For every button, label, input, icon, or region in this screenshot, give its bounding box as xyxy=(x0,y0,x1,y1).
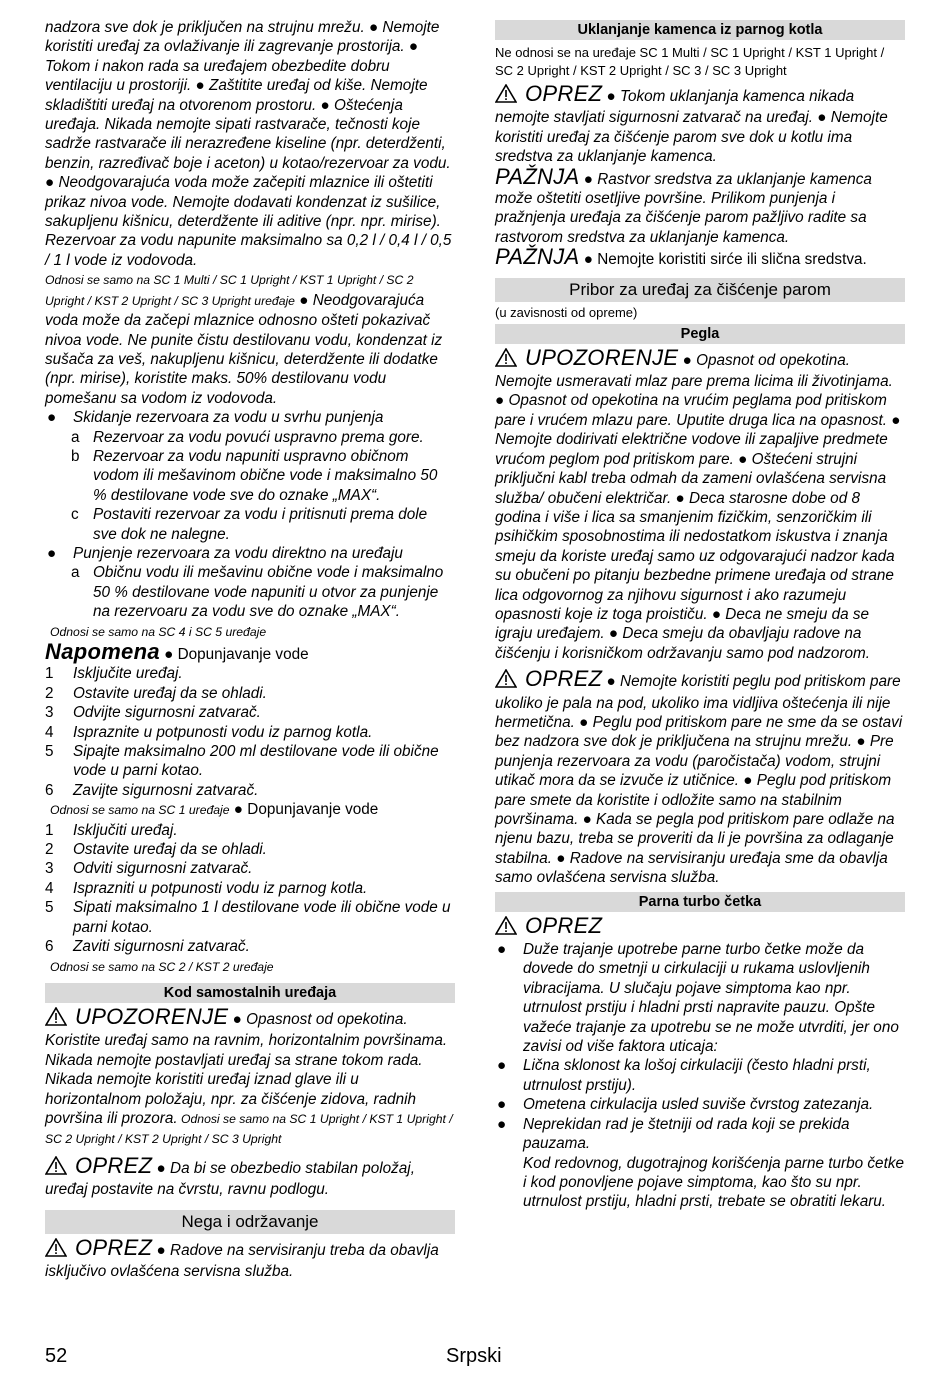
refill-steps-2 xyxy=(45,821,455,957)
caution-block: OPREZ ● Nemojte koristiti peglu pod pritiskom pare ukoliko je pala na pod, ukoliko ima vidljiva oštećenja ili nije hermetična. ● Peglu pod pritiskom pare ne sme da se ostavi bez nadzora sve dok je priključena na strujnu mrežu. ● Pre punjenja rezervoara za vodu (paročistača) vodom, strujni utikač mora da se izvuče iz utičnice. ● Peglu pod pritiskom pare smete da koristite i odložite samo na stabilnim površinama. ● Kada se pegla pod pritiskom pare odlaže na njenu bazu, treba se proveriti da li je površina za odlaganje stabilna. ● Radove na servisiranju uređaja sme da obavlja samo ovlašćena servisna služba. xyxy=(495,666,903,887)
warning-triangle-icon xyxy=(495,669,517,693)
step-item: 2 Ostavite uređaj da se ohladi. xyxy=(45,684,267,702)
napomena-line: Napomena ● Dopunjavanje vode xyxy=(45,639,309,664)
warning-triangle-icon xyxy=(495,348,517,372)
left-column xyxy=(45,18,455,1281)
warning-triangle-icon xyxy=(45,1156,67,1180)
step-item: 3 Odviti sigurnosni zatvarač. xyxy=(45,860,253,878)
warning-triangle-icon xyxy=(45,1007,67,1031)
caution-heading: OPREZ xyxy=(495,916,905,940)
step-item: 4 Isprazniti u potpunosti vodu iz parnog kotla. xyxy=(45,879,368,897)
warning-triangle-icon xyxy=(45,1238,67,1262)
fill-substeps-1 xyxy=(45,428,455,544)
step-item: 2 Ostavite uređaj da se ohladi. xyxy=(45,841,267,859)
list-item: ● Ometena cirkulacija usled suviše čvrstog zatezanja. xyxy=(497,1096,874,1114)
step-item: 3 Odvijte sigurnosni zatvarač. xyxy=(45,704,261,722)
paragraph-safety: nadzora sve dok je priključen na strujnu mrežu. ● Nemojte koristiti uređaj za ovlaživanje ili zagrevanje prostorija. ● Tokom i nakon rada sa uređajem obezbedite dobru ventilaciju u prostoriji. ● Zaštitite uređaj od kiše. Nemojte skladištiti uređaj na otvorenom prostoru. ● Oštećenja uređaja. Nikada nemojte sipati rastvarače, tečnosti koje sadrže rastvarače ili nerazređene kiseline (npr. deterdženti, benzin, razređivač boje i aceton) u kotao/rezervoar za vodu. ● Neodgovarajuća voda može začepiti mlaznice ili oštetiti prikaz nivoa vode. Nemojte dodavati kondenzat iz sušilice, sakupljenu kišnicu, deterdžente ili aditive (npr. npr. mirise). Rezervoar za vodu napunite maksimalno sa 0,2 l / 0,4 l / 0,5 / 1 l vode iz vodovoda. xyxy=(45,19,452,269)
scope-note: Ne odnosi se na uređaje SC 1 Multi / SC 1 Upright / KST 1 Upright / SC 2 Upright / KST 2 Upright / SC 3 / SC 3 Upright xyxy=(495,45,885,78)
napomena-label: Napomena xyxy=(45,639,160,664)
caution-block: OPREZ ● Radove na servisiranju treba da obavlja isključivo ovlašćena servisna služba. xyxy=(45,1234,439,1280)
attention-block: PAŽNJA ● Rastvor sredstva za uklanjanje kamenca može oštetiti osetljive površine. Prilikom punjenja i pražnjenja uređaja za čišćenje parom pažljivo radite sa rastvorom sredstva za uklanjanje kamenca. xyxy=(495,163,872,246)
section-header: Pegla xyxy=(495,324,905,344)
section-header: Pribor za uređaj za čišćenje parom xyxy=(495,278,905,302)
refill-steps-1 xyxy=(45,664,455,800)
step-item: 1 Isključite uređaj. xyxy=(45,665,183,683)
caution-block: OPREZ ● Tokom uklanjanja kamenca nikada nemojte stavljati sigurnosni zatvarač na uređaj. ● Nemojte koristiti uređaj za čišćenje parom sve dok u kotlu ima sredstva za uklanjanje kamenca. xyxy=(495,81,888,166)
section-header: Kod samostalnih uređaja xyxy=(45,983,455,1003)
warning-block: UPOZORENJE ● Opasnost od opekotina. Koristite uređaj samo na ravnim, horizontalnim površinama. Nikada nemojte postavljati uređaj sa strane tokom rada. Nikada nemojte koristiti uređaj iznad glave ili u horizontalnom položaju, npr. za čišćenje zidova, radnih površina ili prozora. Odnosi se samo na SC 1 Upright / KST 1 Upright / SC 2 Upright / KST 2 Upright / SC 3 Upright xyxy=(45,1003,453,1147)
closing-paragraph: Kod redovnog, dugotrajnog korišćenja parne turbo četke i kod ponovljene pojave simptoma, kao što su npr. utrnulost prstiju, hladni prsti, trebate se obratiti lekaru. xyxy=(523,1154,904,1211)
list-item: ● Lična sklonost ka lošoj cirkulaciji (često hladni prsti, utrnulost prstiju). xyxy=(497,1057,871,1094)
list-item: c Postaviti rezervoar za vodu i pritisnuti prema dole sve dok ne nalegne. xyxy=(71,506,428,543)
section-header: Uklanjanje kamenca iz parnog kotla xyxy=(495,20,905,40)
step-item: 4 Ispraznite u potpunosti vodu iz parnog kotla. xyxy=(45,723,373,741)
right-column xyxy=(495,20,905,1212)
list-item: ● Neprekidan rad je štetniji od rada koji se prekida pauzama. xyxy=(497,1115,850,1153)
step-item: 6 Zavijte sigurnosni zatvarač. xyxy=(45,781,259,799)
section-header: Nega i održavanje xyxy=(45,1210,455,1234)
step-item: 6 Zaviti sigurnosni zatvarač. xyxy=(45,938,250,956)
list-item: a Rezervoar za vodu povući uspravno prema gore. xyxy=(71,428,424,446)
attention-block: PAŽNJA ● Nemojte koristiti sirće ili slična sredstva. xyxy=(495,244,867,270)
scope-line: Odnosi se samo na SC 1 uređaje ● Dopunjavanje vode xyxy=(50,801,379,819)
list-item: b Rezervoar za vodu napuniti uspravno običnom vodom ili mešavinom obične vode i maksimalno 50 % destilovane vode sve do oznake „MAX“. xyxy=(71,447,438,504)
scope-note: Odnosi se samo na SC 1 Multi / SC 1 Upright / KST 1 Upright / SC 2 Upright / KST 2 Upright / SC 3 Upright uređaje xyxy=(45,273,414,308)
paragraph-water xyxy=(45,270,455,408)
warning-triangle-icon xyxy=(495,84,517,108)
page-language: Srpski xyxy=(446,1345,502,1367)
fill-bullets-2 xyxy=(45,544,455,563)
fill-substeps-2 xyxy=(45,563,455,621)
scope-note: Odnosi se samo na SC 2 / KST 2 uređaje xyxy=(50,959,274,974)
warning-block: UPOZORENJE ● Opasnot od opekotina. Nemojte usmeravati mlaz pare prema licima ili životinjama. ● Opasnot od opekotina na vrućim peglama pod pritiskom pare i vrućem mlazu pare. Uputite druga lica na opasnost. ● Nemojte dodirivati električne vodove ili zapaljive predmete vrućom peglom pod pritiskom pare. ● Oštećeni strujni priključni kabl treba odmah da zameni ovlašćena servisna služba/ obučeni električar. ● Deca starosne dobe od 8 godina i više i lica sa smanjenim fizičkim, senzoričkim ili psihičkim sposobnostima ili nedostatkom iskustva i znanja smeju da koriste uređaj samo uz odgovarajući nadzor kada su obučeni po pitanju bezbedne primene uređaja od strane lica odgovornog za njihovu sigurnost i ako razumeju opasnosti koje iz toga proističu. ● Deca ne smeju da se igraju uređajem. ● Deca smeju da obavljaju radove na čišćenju i korisničkom održavanju samo pod nadzorom. xyxy=(495,344,901,662)
warning-triangle-icon xyxy=(495,916,517,940)
turbo-brush-bullets xyxy=(495,940,905,1153)
step-item: 5 Sipati maksimalno 1 l destilovane vode ili obične vode u parni kotao. xyxy=(45,899,451,936)
fill-bullets xyxy=(45,408,455,427)
list-item: ● Punjenje rezervoara za vodu direktno na uređaju xyxy=(47,544,403,562)
section-header: Parna turbo četka xyxy=(495,892,905,912)
scope-note: Odnosi se samo na SC 4 i SC 5 uređaje xyxy=(50,624,267,639)
list-item: a Običnu vodu ili mešavinu obične vode i maksimalno 50 % destilovane vode napuniti u otvor za punjenje na rezervoaru za vodu sve do oznake „MAX“. xyxy=(71,564,444,621)
list-item: ● Skidanje rezervoara za vodu u svrhu punjenja xyxy=(47,409,384,427)
step-item: 5 Sipajte maksimalno 200 ml destilovane vode ili obične vode u parni kotao. xyxy=(45,743,439,780)
paragraph-water-text: ● Neodgovarajuća voda može da začepi mlaznice odnosno ošteti pokazivač nivoa vode. Ne punite čistu destilovanu vodu, kondenzat iz sušača za veš, nakupljenu kišnicu, deterdžente ili dodatke (npr. mirise), koristite maks. 50% destilovanu vodu pomešanu sa vodom iz vodovoda. xyxy=(45,291,443,407)
list-item: ● Duže trajanje upotrebe parne turbo četke može da dovede do smetnji u cirkulaciji u rukama uslovljenih vibracijama. U slučaju pojave simptoma kao npr. utrnulost prstiju i hladni prsti napravite pauzu. Opšte važeće trajanje za upotrebu se ne može utvrditi, jer ono zavisi od više faktora uticaja: xyxy=(497,941,899,1056)
page-number: 52 xyxy=(45,1345,68,1367)
caution-block: OPREZ ● Da bi se obezbedio stabilan položaj, uređaj postavite na čvrstu, ravnu podlogu. xyxy=(45,1152,415,1199)
section-subtitle: (u zavisnosti od opreme) xyxy=(495,304,638,320)
step-item: 1 Isključiti uređaj. xyxy=(45,821,178,839)
